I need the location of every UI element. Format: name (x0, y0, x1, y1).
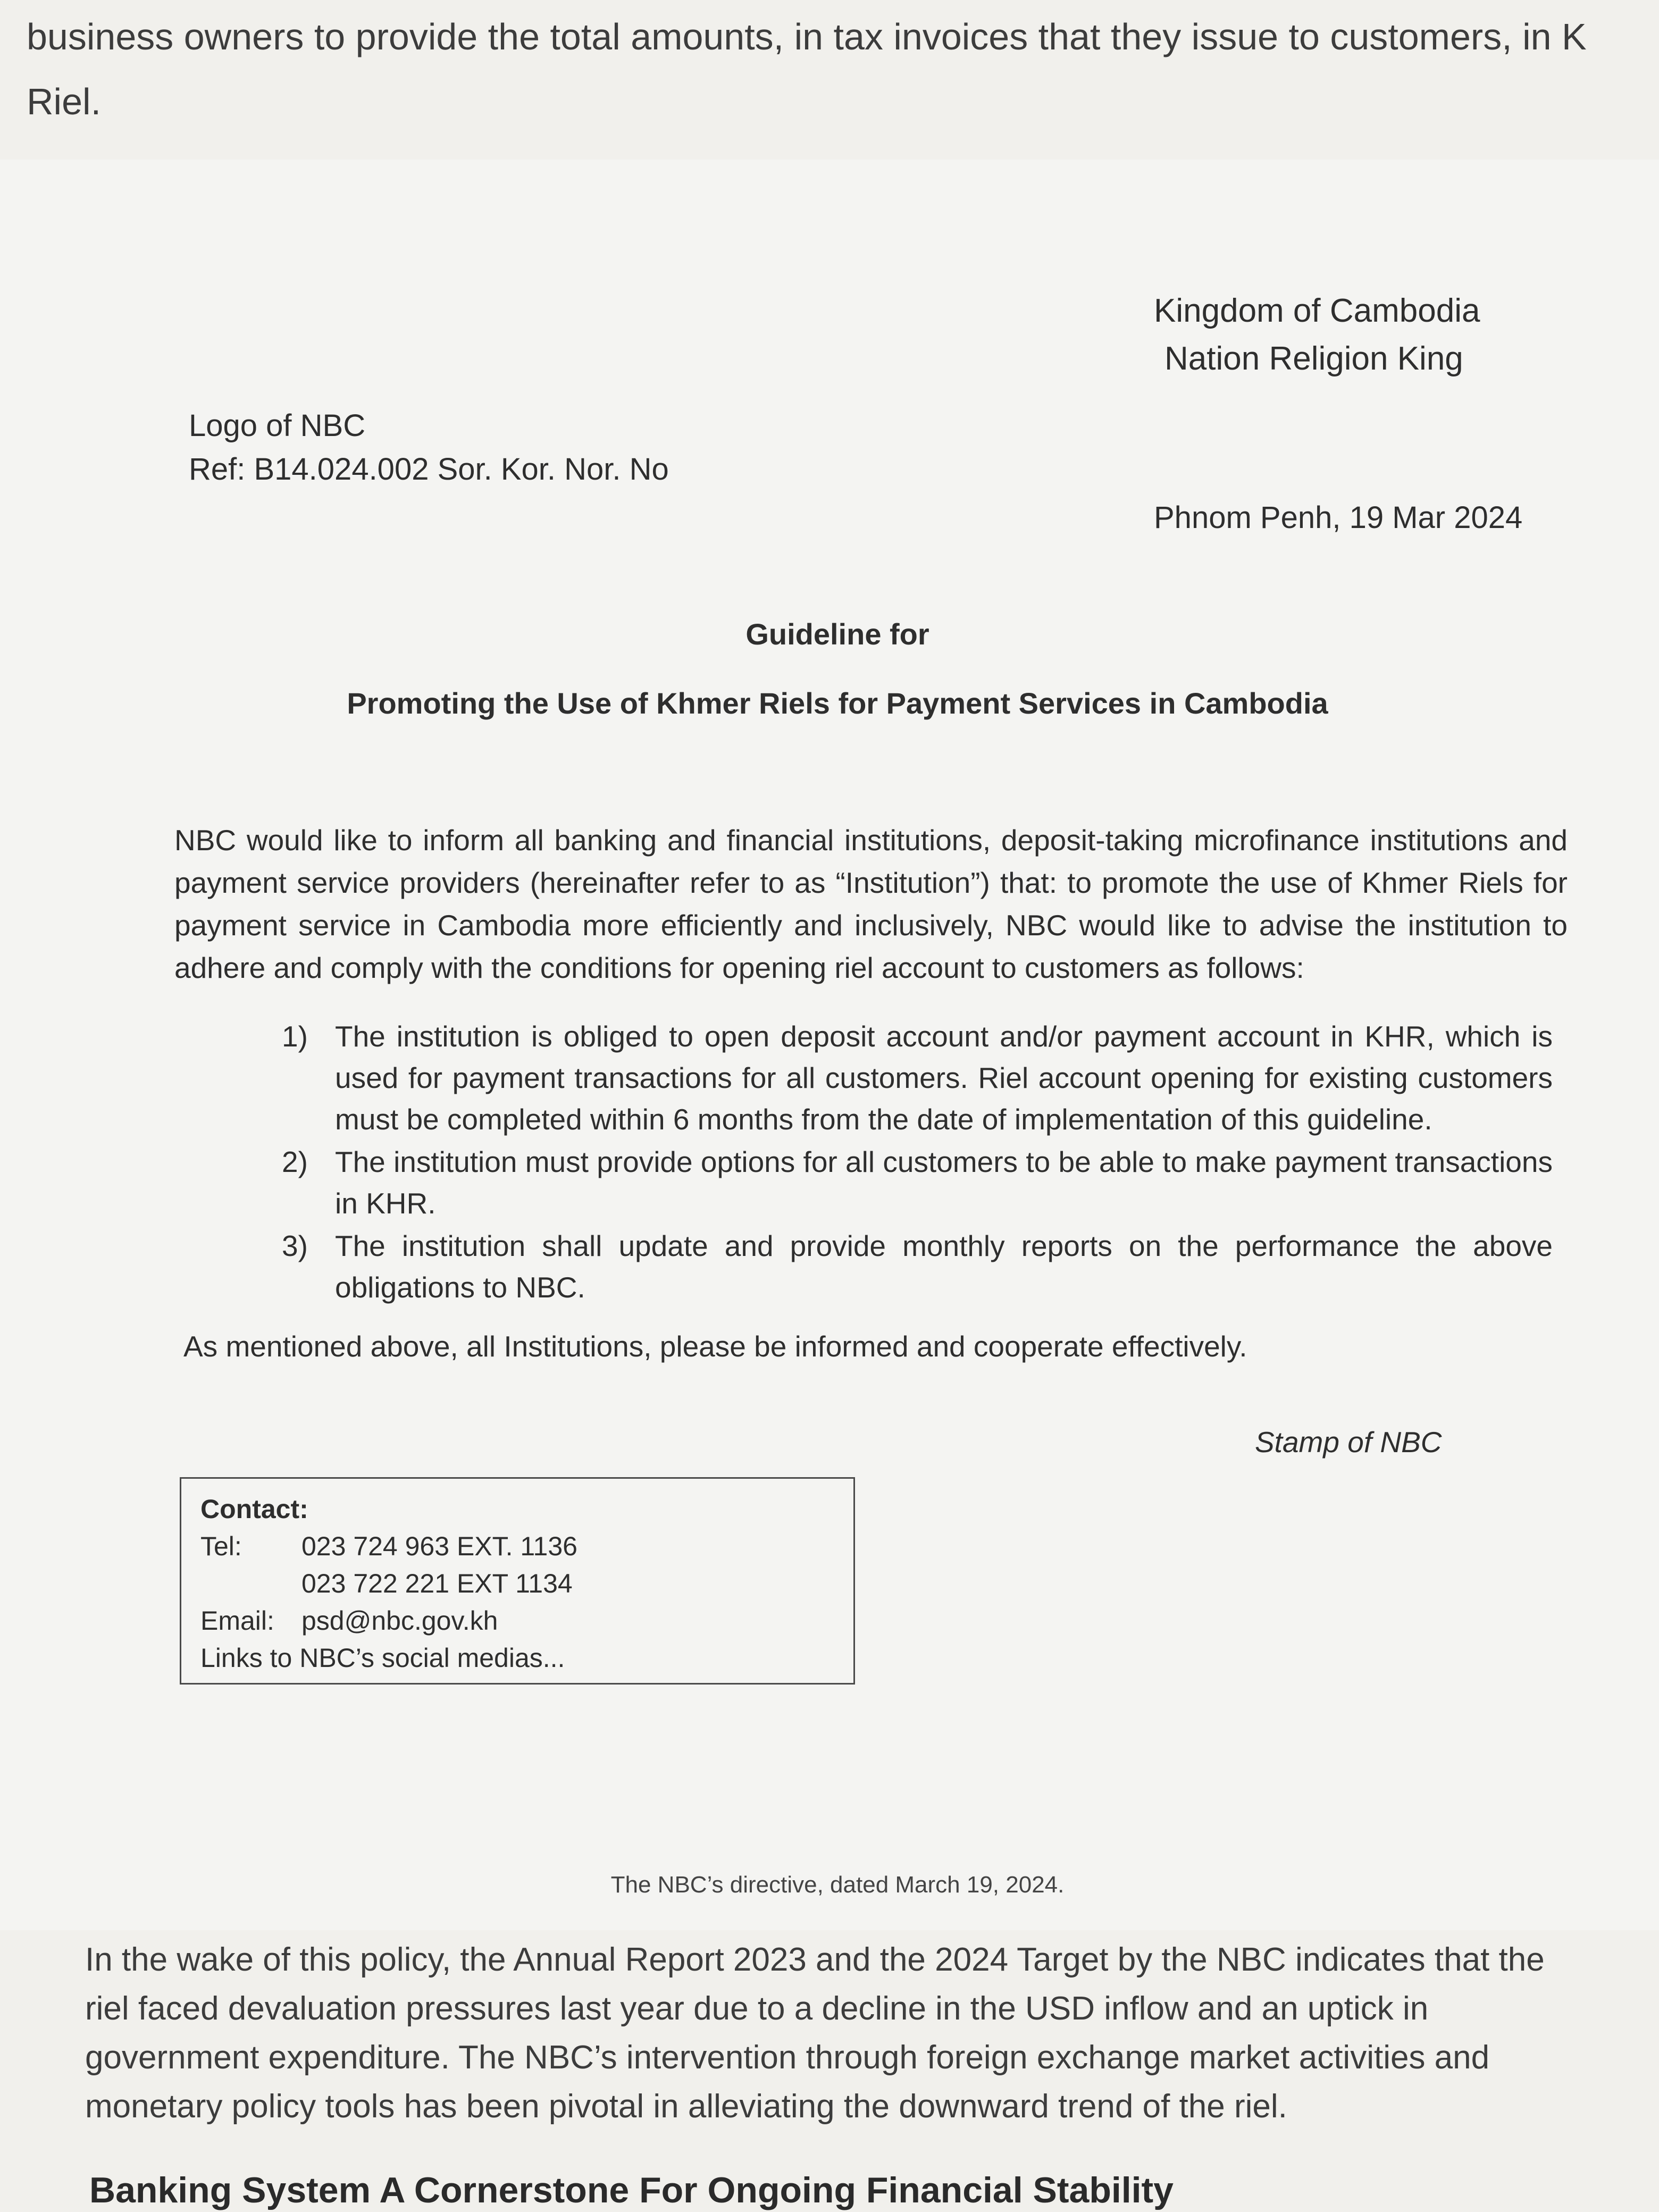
kingdom-line: Kingdom of Cambodia (1154, 292, 1480, 329)
article-paragraph-line: monetary policy tools has been pivotal in alleviating the downward trend of the riel. (85, 2088, 1287, 2125)
reference-number: Ref: B14.024.002 Sor. Kor. Nor. No (189, 452, 669, 487)
obligation-item (282, 1141, 1553, 1224)
article-paragraph-line: business owners to provide the total amounts, in tax invoices that they issue to customers, in K (27, 16, 1587, 57)
issuer-block (189, 404, 669, 491)
motto-line: Nation Religion King (1164, 340, 1463, 377)
article-text-bottom (85, 1936, 1659, 2131)
contact-box (180, 1477, 855, 1685)
tel-label: Tel: (200, 1531, 242, 1561)
contact-tel-row-2 (200, 1565, 853, 1602)
obligation-item (282, 1016, 1553, 1140)
social-links-text: Links to NBC’s social medias... (200, 1643, 565, 1673)
article-paragraph-line: riel faced devaluation pressures last year due to a decline in the USD inflow and an uptick in (85, 1990, 1429, 2027)
embedded-guideline-document (0, 160, 1659, 1930)
logo-placeholder: Logo of NBC (189, 408, 366, 443)
document-date: Phnom Penh, 19 Mar 2024 (1154, 500, 1523, 535)
contact-email-row (200, 1602, 853, 1639)
obligation-text: The institution must provide options for all customers to be able to make payment transactions in KHR. (335, 1145, 1553, 1220)
contact-tel-row (200, 1528, 853, 1565)
tel-number-2: 023 722 221 EXT 1134 (301, 1569, 573, 1598)
contact-heading: Contact: (200, 1494, 308, 1524)
obligation-number: 2) (282, 1145, 308, 1178)
article-text-top (27, 4, 1659, 134)
document-title-line1: Guideline for (745, 617, 929, 651)
tel-number-1: 023 724 963 EXT. 1136 (301, 1531, 577, 1561)
email-label: Email: (200, 1606, 274, 1636)
obligation-number: 1) (282, 1020, 308, 1053)
article-paragraph-line: Riel. (27, 81, 102, 122)
stamp-placeholder: Stamp of NBC (1255, 1426, 1442, 1459)
email-address: psd@nbc.gov.kh (301, 1606, 498, 1636)
obligation-number: 3) (282, 1229, 308, 1262)
article-paragraph-line: In the wake of this policy, the Annual Report 2023 and the 2024 Target by the NBC indicates that the (85, 1941, 1545, 1978)
document-title-line2: Promoting the Use of Khmer Riels for Payment Services in Cambodia (347, 686, 1328, 720)
obligation-text: The institution is obliged to open deposit account and/or payment account in KHR, which is used for payment transactions for all customers. Riel account opening for existing customers must be completed within 6 months from the date of implementation of this guideline. (335, 1020, 1553, 1136)
guideline-intro-paragraph: NBC would like to inform all banking and financial institutions, deposit-taking microfinance institutions and payment service providers (hereinafter refer to as “Institution”) that: to promote the use of Khmer Riels for payment service in Cambodia more efficiently and inclusively, NBC would like to advise the institution to adhere and comply with the conditions for opening riel account to customers as follows: (174, 824, 1568, 984)
obligation-item (282, 1225, 1553, 1308)
image-caption: The NBC’s directive, dated March 19, 2024. (610, 1872, 1065, 1898)
obligation-text: The institution shall update and provide monthly reports on the performance the above obligations to NBC. (335, 1229, 1553, 1304)
obligations-list (282, 1016, 1553, 1309)
closing-sentence: As mentioned above, all Institutions, please be informed and cooperate effectively. (183, 1330, 1247, 1363)
section-subheading: Banking System A Cornerstone For Ongoing Financial Stability (89, 2170, 1174, 2210)
national-header (1154, 287, 1480, 383)
article-paragraph-line: government expenditure. The NBC’s intervention through foreign exchange market activities and (85, 2039, 1490, 2076)
